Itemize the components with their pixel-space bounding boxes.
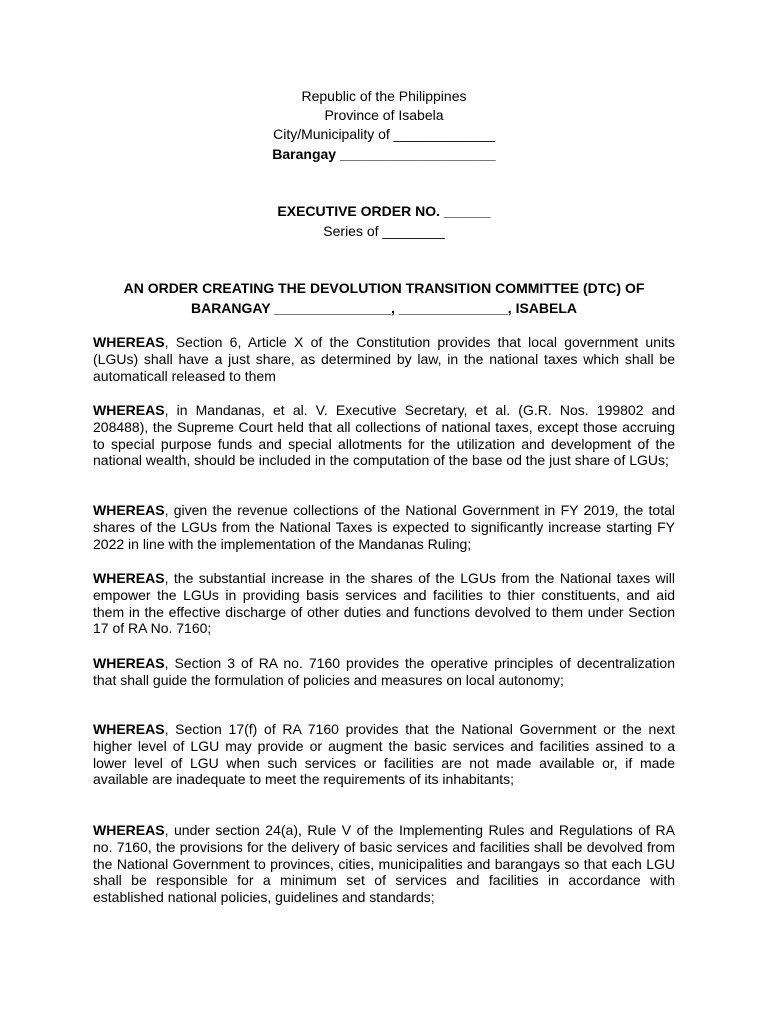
whereas-text: , Section 17(f) of RA 7160 provides that the National Government or the next higher level of LGU may provide or augment the basic services and facilities assined to a lower level of LGU when such services or facilities are not made available or, if made available are inadequate to meet the requirements of its inhabitants; <box>93 721 675 788</box>
whereas-clause-4 <box>93 570 675 637</box>
whereas-text: , given the revenue collections of the National Government in FY 2019, the total shares of the LGUs from the National Taxes is expected to significantly increase starting FY 2022 in line with the implementation of the Mandanas Ruling; <box>93 502 675 552</box>
whereas-clause-7 <box>93 822 675 906</box>
whereas-lead: WHEREAS <box>93 570 165 586</box>
order-title-line-1: AN ORDER CREATING THE DEVOLUTION TRANSITION COMMITTEE (DTC) OF <box>123 280 645 296</box>
whereas-lead: WHEREAS <box>93 502 165 518</box>
republic-line: Republic of the Philippines <box>301 88 467 104</box>
whereas-text: , in Mandanas, et al. V. Executive Secretary, et al. (G.R. Nos. 199802 and 208488), the Supreme Court held that all collections of national taxes, except those accruing to special purpose funds and special allotments for the utilization and development of the national wealth, should be included in the computation of the base od the just share of LGUs; <box>93 402 675 469</box>
province-line: Province of Isabela <box>324 107 444 123</box>
barangay-line: Barangay ____________________ <box>272 146 496 162</box>
whereas-lead: WHEREAS <box>93 822 165 838</box>
whereas-lead: WHEREAS <box>93 402 165 418</box>
city-line: City/Municipality of _____________ <box>273 126 495 142</box>
series-line: Series of ________ <box>323 223 445 239</box>
whereas-clause-6 <box>93 721 675 788</box>
whereas-text: , Section 6, Article X of the Constitution provides that local government units (LGUs) shall have a just share, as determined by law, in the national taxes which shall be automaticall released to them <box>93 334 675 384</box>
whereas-clause-3 <box>93 502 675 552</box>
whereas-clause-5 <box>93 655 675 689</box>
executive-order-number: EXECUTIVE ORDER NO. ______ <box>277 203 491 219</box>
whereas-clause-1 <box>93 334 675 384</box>
whereas-lead: WHEREAS <box>93 655 165 671</box>
whereas-clause-2 <box>93 402 675 469</box>
order-title-line-2: BARANGAY _______________, ______________, ISABELA <box>190 300 578 316</box>
whereas-lead: WHEREAS <box>93 334 165 350</box>
whereas-text: , Section 3 of RA no. 7160 provides the operative principles of decentralization that shall guide the formulation of policies and measures on local autonomy; <box>93 655 675 688</box>
whereas-text: , under section 24(a), Rule V of the Implementing Rules and Regulations of RA no. 7160, the provisions for the delivery of basic services and facilities shall be devolved from the National Government to provinces, cities, municipalities and barangays so that each LGU shall be responsible for a minimum set of services and facilities in accordance with established national policies, guidelines and standards; <box>93 822 675 906</box>
whereas-text: , the substantial increase in the shares of the LGUs from the National taxes will empower the LGUs in providing basis services and facilities to thier constituents, and aid them in the effective discharge of other duties and functions devolved to them under Section 17 of RA No. 7160; <box>93 570 675 637</box>
whereas-lead: WHEREAS <box>93 721 165 737</box>
